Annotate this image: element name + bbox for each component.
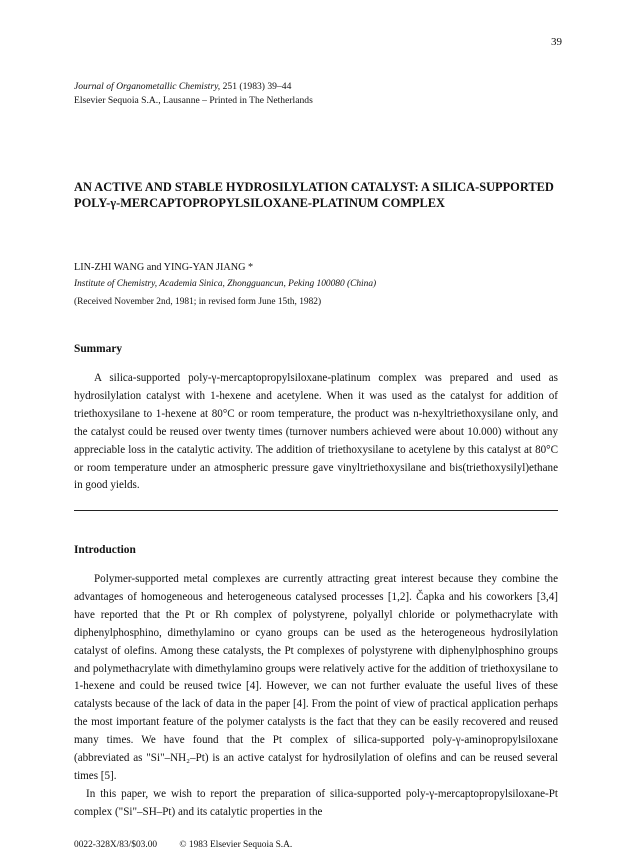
journal-title: Journal of Organometallic Chemistry, (74, 81, 221, 92)
journal-citation (74, 80, 313, 108)
affiliation: Institute of Chemistry, Academia Sinica, Zhongguancun, Peking 100080 (China) (74, 279, 377, 289)
journal-volume: 251 (1983) 39–44 (220, 81, 292, 92)
journal-citation-line (74, 80, 313, 94)
footer (74, 840, 312, 850)
summary-text: A silica-supported poly-γ-mercaptopropylsiloxane-platinum complex was prepared and used as hydrosilylation catalyst with 1-hexene and acetylene. When it was used as the catalyst for addition of triethoxysilane to 1-hexene at 80°C or room temperature, the product was n-hexyltriethoxysilane only, and the catalyst could be reused over twenty times (turnover numbers achieved were about 10.000) without any appreciable loss in the catalytic activity. The addition of triethoxysilane to acetylene by this catalyst at 80°C or room temperature under an atmospheric pressure gave vinyltriethoxysilane and bis(triethoxysilyl)ethane in good yields. (74, 372, 558, 492)
publisher-line: Elsevier Sequoia S.A., Lausanne – Printed in The Netherlands (74, 95, 313, 106)
introduction-paragraph-1: Polymer-supported metal complexes are currently attracting great interest because they combine the advantages of homogeneous and heterogeneous catalysed processes [1,2]. Čapka and his coworkers [3,4] have reported that the Pt or Rh complex of polystyrene, polyallyl chloride or polymethacrylate with diphenylphosphino, dimethylamino or cyano groups can be used as the heterogeneous hydrosilylation catalyst of olefins. Among these catalysts, the Pt complexes of polystyrene with diphenylphosphino groups and polymethacrylate with dimethylamino groups were relatively active for the addition of triethoxysilane to 1-hexene and could be reused twice [4]. However, we can not further evaluate the useful lives of these catalysts because of the lack of data in the paper [4]. From the point of view of practical application perhaps the most important feature of the polymer catalysts is the fact that they can be easily recovered and reused many times. We have found that the Pt complex of silica-supported poly-γ-aminopropylsiloxane (abbreviated as "Si"–NH₂–Pt) is an active catalyst for hydrosilylation of olefins and can be reused several times [5]. (74, 573, 558, 782)
introduction-paragraph-2: In this paper, we wish to report the preparation of silica-supported poly-γ-mercaptopropylsiloxane-Pt complex ("Si"–SH–Pt) and its catalytic properties in the (74, 788, 558, 818)
summary-heading: Summary (74, 343, 123, 355)
section-divider (74, 510, 558, 511)
authors: LIN-ZHI WANG and YING-YAN JIANG * (74, 262, 254, 273)
page-number: 39 (551, 36, 562, 48)
article-title: AN ACTIVE AND STABLE HYDROSILYLATION CATALYST: A SILICA-SUPPORTED POLY-γ-MERCAPTOPROPYLSILOXANE-PLATINUM COMPLEX (74, 180, 554, 210)
footer-copyright: © 1983 Elsevier Sequoia S.A. (179, 840, 293, 850)
received-dates: (Received November 2nd, 1981; in revised form June 15th, 1982) (74, 297, 322, 307)
footer-code: 0022-328X/83/$03.00 (74, 840, 158, 850)
introduction-heading: Introduction (74, 544, 136, 556)
